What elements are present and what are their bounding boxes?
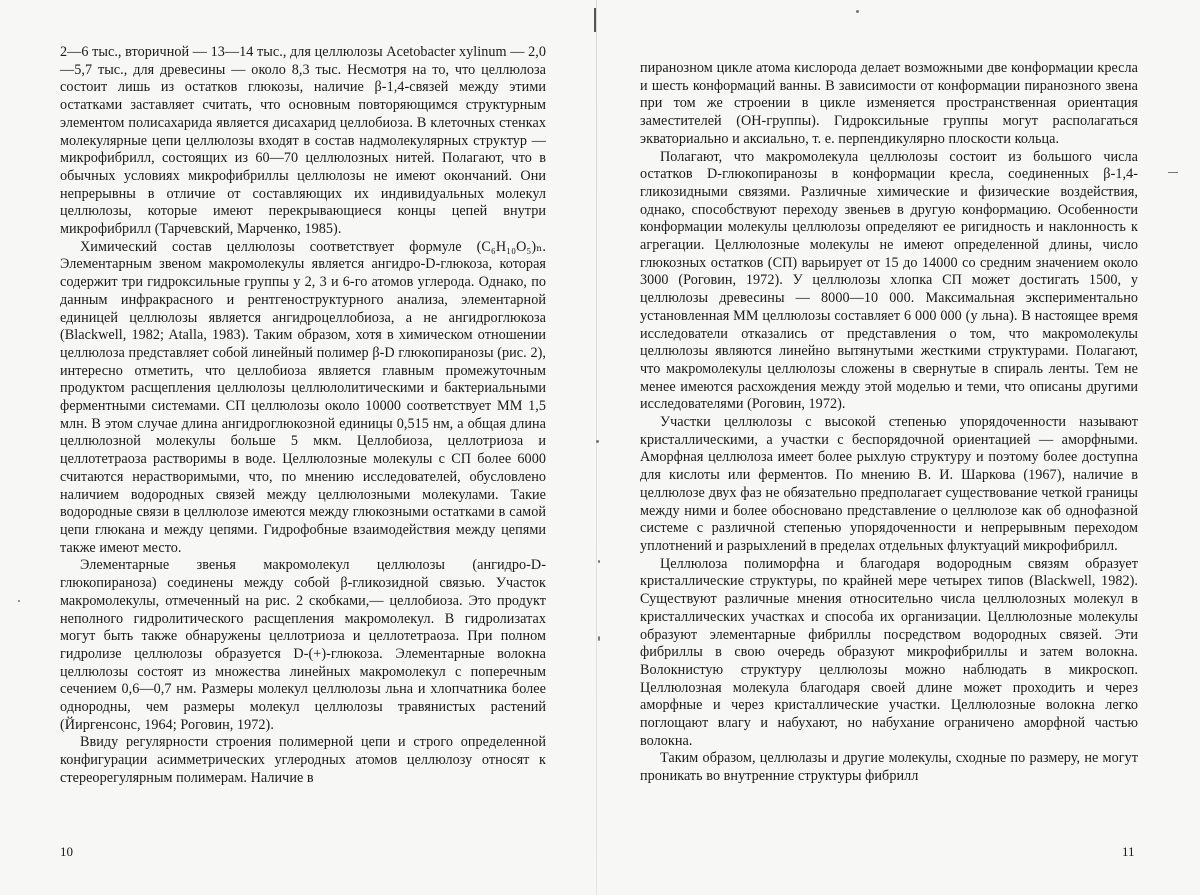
scan-speck	[856, 10, 859, 13]
gutter-mark	[594, 8, 596, 32]
page-gutter	[596, 0, 597, 895]
scan-speck	[598, 636, 600, 641]
right-page-number: 11	[1122, 844, 1135, 859]
left-paragraph-2: Химический состав целлюлозы соответствует формуле (C₆H₁₀O₅)ₙ. Элементарным звеном макромолекулы является ангидро-D-глюкоза, которая содержит три гидроксильные группы у 2, 3 и 6-го атомов углерода. Однако, по данным инфракрасного и рентгеноструктурного анализа, элементарной единицей целлюлозы является ангидроцеллобиоза, а не ангидроглюкоза (Blackwell, 1982; Atalla, 1983). Таким образом, хотя в химическом отношении целлюлоза представляет собой линейный полимер β-D глюкопиранозы (рис. 2), интересно отметить, что целлобиоза является главным промежуточным продуктом расщепления целлюлозы целлюлолитическими и бактериальными ферментными системами. СП целлюлозы около 10000 соответствует ММ 1,5 млн. В этом случае длина ангидроглюкозной единицы 0,515 нм, а общая длина целлюлозной молекулы больше 5 мкм. Целлобиоза, целлотриоза и целлотетраоза растворимы в воде. Целлюлозные молекулы с СП более 6000 считаются нерастворимыми, что, по мнению исследователей, обусловлено наличием водородных связей между целлюлозными молекулами. Такие водородные связи в целлюлозе имеются между глюкозными остатками в самой цепи глюкана и между цепями. Гидрофобные взаимодействия между цепями также имеют место.	[60, 238, 546, 556]
left-page-number: 10	[60, 844, 73, 859]
right-paragraph-5: Таким образом, целлюлазы и другие молекулы, сходные по размеру, не могут проникать во внутренние структуры фибрилл	[640, 750, 1138, 785]
left-paragraph-4: Ввиду регулярности строения полимерной цепи и строго определенной конфигурации асимметрических углеродных атомов целлюлозу относят к стереорегулярным полимерам. Наличие в	[60, 734, 546, 786]
right-paragraph-3: Участки целлюлозы с высокой степенью упорядоченности называют кристаллическими, а участки с беспорядочной ориентацией — аморфными. Аморфная целлюлоза имеет более рыхлую структуру и поэтому более доступна для кислоты или ферментов. По мнению В. И. Шаркова (1967), наличие в целлюлозе двух фаз не обязательно предполагает существование четкой границы между ними и более обосновано представление о целлюлозе как об однофазной системе с различной степенью упорядоченности и непрерывным переходом уплотнений и разрыхлений в пределах отдельных флуктуаций микрофибрилл.	[640, 414, 1138, 554]
scan-speck	[596, 440, 599, 443]
left-paragraph-1: 2—6 тыс., вторичной — 13—14 тыс., для целлюлозы Acetobacter xylinum — 2,0—5,7 тыс., для древесины — около 8,3 тыс. Несмотря на то, что целлюлоза состоит лишь из остатков глюкозы, наличие β-1,4-связей между этими остатками заставляет считать, что основным повторяющимся структурным элементом полисахарида является дисахарид целлобиоза. В клеточных стенках молекулярные цепи целлюлозы входят в состав надмолекулярных структур — микрофибрилл, состоящих из 60—70 целлюлозных нитей. Полагают, что в обычных условиях микрофибриллы целлюлозы не имеют окончаний. Они непрерывны в отличие от составляющих их индивидуальных молекул целлюлозы, которые имеют перекрывающиеся концы цепей внутри микрофибрилл (Тарчевский, Марченко, 1985).	[60, 44, 546, 238]
right-page	[640, 60, 1138, 786]
right-paragraph-1: пиранозном цикле атома кислорода делает возможными две конформации кресла и шесть конформаций ванны. В зависимости от конформации пиранозного звена при том же строении в цикле изменяется пространственная ориентация заместителей (OH-группы). Гидроксильные группы могут располагаться экваториально и аксиально, т. е. перпендикулярно плоскости кольца.	[640, 60, 1138, 147]
scan-speck	[1168, 172, 1178, 173]
right-paragraph-4: Целлюлоза полиморфна и благодаря водородным связям образует кристаллические структуры, по крайней мере четырех типов (Blackwell, 1982). Существуют различные мнения относительно числа целлюлозных молекул в кристаллических участках и способа их организации. Целлюлозные молекулы образуют элементарные фибриллы посредством водородных связей. Эти фибриллы в свою очередь образуют микрофибриллы и затем волокна. Волокнистую структуру целлюлозы можно наблюдать в микроскоп. Целлюлозная молекула благодаря своей длине может проходить и через аморфные и через кристаллические участки. Целлюлозные волокна легко поглощают влагу и набухают, но набухание ограничено аморфной частью волокна.	[640, 555, 1138, 749]
scan-speck	[598, 560, 600, 563]
left-paragraph-3: Элементарные звенья макромолекул целлюлозы (ангидро-D-глюкопираноза) соединены между собой β-гликозидной связью. Участок макромолекулы, отмеченный на рис. 2 скобками,— целлобиоза. Это продукт неполного гидролитического расщепления макромолекул. В гидролизатах могут быть также обнаружены целлотриоза и целлотетраоза. При полном гидролизе целлюлозы образуется D-(+)-глюкоза. Элементарные волокна целлюлозы состоят из множества линейных макромолекул с поперечным сечением 0,6—0,7 нм. Размеры молекул целлюлозы льна и хлопчатника более однородны, чем размеры молекул целлюлозы травянистых растений (Йиргенсонс, 1964; Роговин, 1972).	[60, 557, 546, 733]
left-page	[60, 44, 546, 788]
right-paragraph-2: Полагают, что макромолекула целлюлозы состоит из большого числа остатков D-глюкопиранозы в конформации кресла, соединенных β-1,4-гликозидными связями. Различные химические и физические воздействия, однако, способствуют переходу звеньев в другую конформацию. Особенности конформации молекулы целлюлозы определяют ее ригидность и наклонность к агрегации. Целлюлозные молекулы не имеют определенной длины, число глюкозных остатков (СП) варьирует от 15 до 14000 со средним значением около 3000 (Роговин, 1972). У целлюлозы хлопка СП может достигать 1500, у целлюлозы древесины — 8000—10 000. Максимальная экспериментально установленная ММ целлюлозы составляет 6 000 000 (у льна). В настоящее время исследователи отказались от представления о том, что макромолекулы целлюлозы являются линейно вытянутыми жесткими структурами. Полагают, что макромолекулы целлюлозы сложены в свернутые в спираль ленты. Тем не менее имеются расхождения между этой моделью и теми, что описаны другими исследователями (Роговин, 1972).	[640, 148, 1138, 413]
scan-speck	[18, 600, 20, 602]
